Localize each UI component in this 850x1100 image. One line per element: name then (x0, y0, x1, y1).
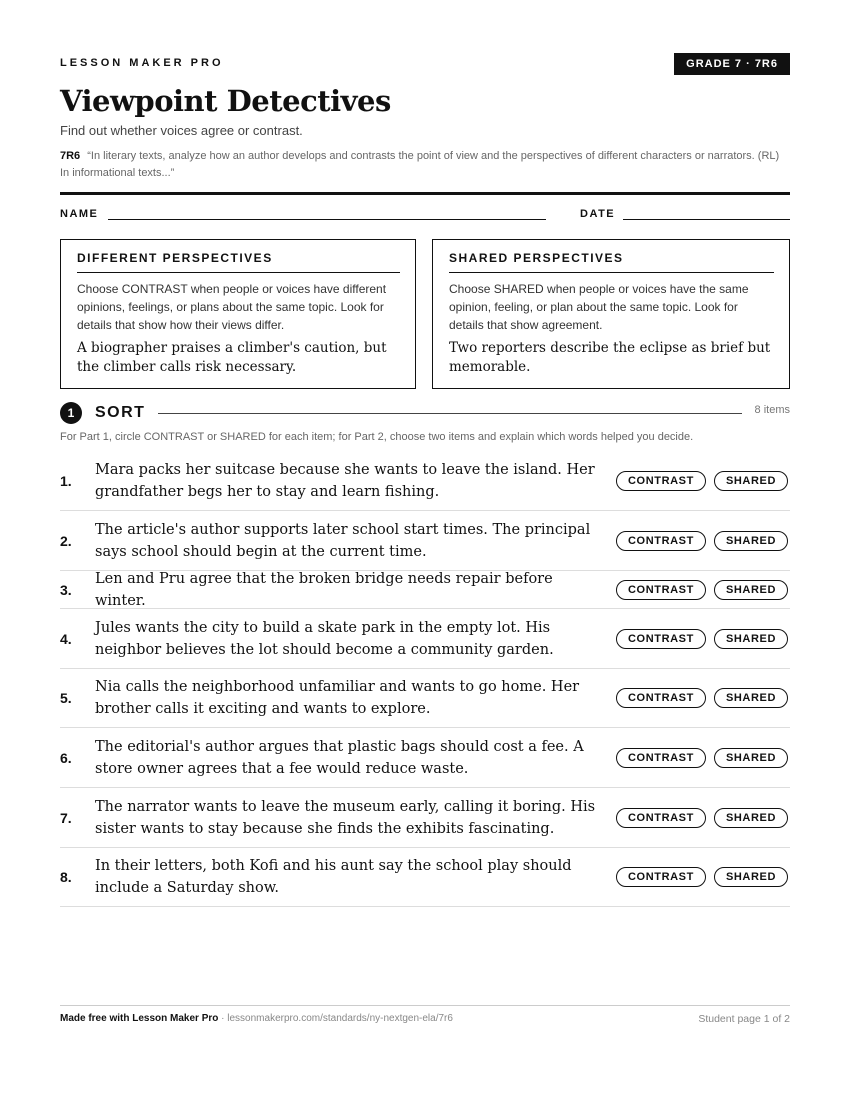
contrast-choice[interactable]: CONTRAST (616, 629, 706, 649)
list-item (60, 728, 790, 788)
name-label: NAME (60, 208, 99, 220)
item-count: 8 items (754, 404, 790, 416)
shared-choice[interactable]: SHARED (714, 580, 788, 600)
item-text: In their letters, both Kofi and his aunt say the school play should include a Saturday show. (95, 858, 572, 896)
contrast-choice[interactable]: CONTRAST (616, 688, 706, 708)
choice-group (616, 580, 788, 600)
item-number: 3. (60, 581, 72, 598)
contrast-choice[interactable]: CONTRAST (616, 531, 706, 551)
item-number: 5. (60, 690, 72, 706)
contrast-choice[interactable]: CONTRAST (616, 808, 706, 828)
list-item (60, 848, 790, 907)
item-number: 7. (60, 809, 72, 826)
box-example: A biographer praises a climber's caution, but the climber calls risk necessary. (77, 340, 387, 375)
box-title: DIFFERENT PERSPECTIVES (77, 251, 400, 273)
shared-choice[interactable]: SHARED (714, 748, 788, 768)
box-title: SHARED PERSPECTIVES (449, 251, 774, 273)
standard-code: 7R6 (60, 150, 81, 162)
item-text: The article's author supports later school start times. The principal says school should begin at the current time. (95, 521, 591, 560)
choice-group (616, 808, 788, 828)
choice-group (616, 471, 788, 491)
choice-group (616, 867, 788, 887)
brand-name: LESSON MAKER PRO (60, 57, 224, 69)
item-text: Len and Pru agree that the broken bridge needs repair before winter. (95, 570, 553, 609)
standard-description (60, 148, 780, 182)
choice-group (616, 688, 788, 708)
footer-url[interactable]: · lessonmakerpro.com/standards/ny-nextgen-ela/7r6 (218, 1013, 453, 1024)
list-item (60, 788, 790, 848)
footer-credit (60, 1013, 453, 1024)
footer-page-number: Student page 1 of 2 (698, 1013, 790, 1025)
worksheet-page (60, 0, 790, 1100)
date-field[interactable] (623, 219, 790, 220)
box-description: Choose CONTRAST when people or voices have different opinions, feelings, or plans about the same topic. Look for details that show how their views differ. (77, 282, 387, 332)
shared-choice[interactable]: SHARED (714, 471, 788, 491)
box-description: Choose SHARED when people or voices have the same opinion, feeling, or plan about the same topic. Look for details that show agreement. (449, 282, 749, 332)
shared-choice[interactable]: SHARED (714, 688, 788, 708)
shared-choice[interactable]: SHARED (714, 808, 788, 828)
shared-choice[interactable]: SHARED (714, 629, 788, 649)
footer-divider (60, 1005, 790, 1006)
different-perspectives-box (60, 239, 416, 389)
section-number-badge: 1 (60, 402, 82, 424)
page-subtitle: Find out whether voices agree or contrast. (60, 123, 303, 138)
contrast-choice[interactable]: CONTRAST (616, 867, 706, 887)
item-text: The editorial's author argues that plastic bags should cost a fee. A store owner agrees that a fee would reduce waste. (95, 738, 584, 777)
section-instructions: For Part 1, circle CONTRAST or SHARED for each item; for Part 2, choose two items and explain which words helped you decide. (60, 431, 694, 443)
footer-made-with: Made free with Lesson Maker Pro (60, 1013, 219, 1024)
item-text: Mara packs her suitcase because she wants to leave the island. Her grandfather begs her to stay and learn fishing. (95, 461, 595, 500)
standard-text: “In literary texts, analyze how an author develops and contrasts the point of view and the perspectives of different characters or narrators. (RL) In informational texts...” (60, 150, 780, 179)
contrast-choice[interactable]: CONTRAST (616, 580, 706, 600)
item-number: 6. (60, 749, 72, 766)
item-number: 8. (60, 869, 72, 885)
choice-group (616, 748, 788, 768)
section-title: SORT (95, 404, 146, 421)
choice-group (616, 629, 788, 649)
item-number: 1. (60, 472, 72, 489)
box-example: Two reporters describe the eclipse as brief but memorable. (449, 340, 771, 375)
section-divider (158, 413, 742, 414)
item-list (60, 451, 790, 907)
item-text: Nia calls the neighborhood unfamiliar and wants to go home. Her brother calls it exciting and wants to explore. (95, 679, 580, 717)
list-item (60, 609, 790, 669)
shared-choice[interactable]: SHARED (714, 867, 788, 887)
choice-group (616, 531, 788, 551)
contrast-choice[interactable]: CONTRAST (616, 471, 706, 491)
name-field[interactable] (108, 219, 546, 220)
grade-badge: GRADE 7 · 7R6 (674, 53, 790, 75)
item-number: 2. (60, 532, 72, 549)
contrast-choice[interactable]: CONTRAST (616, 748, 706, 768)
item-text: The narrator wants to leave the museum early, calling it boring. His sister wants to stay because she finds the exhibits fascinating. (95, 798, 596, 837)
list-item (60, 451, 790, 511)
shared-choice[interactable]: SHARED (714, 531, 788, 551)
list-item (60, 669, 790, 728)
list-item (60, 571, 790, 609)
item-text: Jules wants the city to build a skate park in the empty lot. His neighbor believes the lot should become a community garden. (95, 619, 554, 658)
date-label: DATE (580, 208, 616, 220)
header-divider (60, 192, 790, 195)
item-number: 4. (60, 630, 72, 647)
shared-perspectives-box (432, 239, 790, 389)
page-title: Viewpoint Detectives (60, 84, 391, 118)
list-item (60, 511, 790, 571)
